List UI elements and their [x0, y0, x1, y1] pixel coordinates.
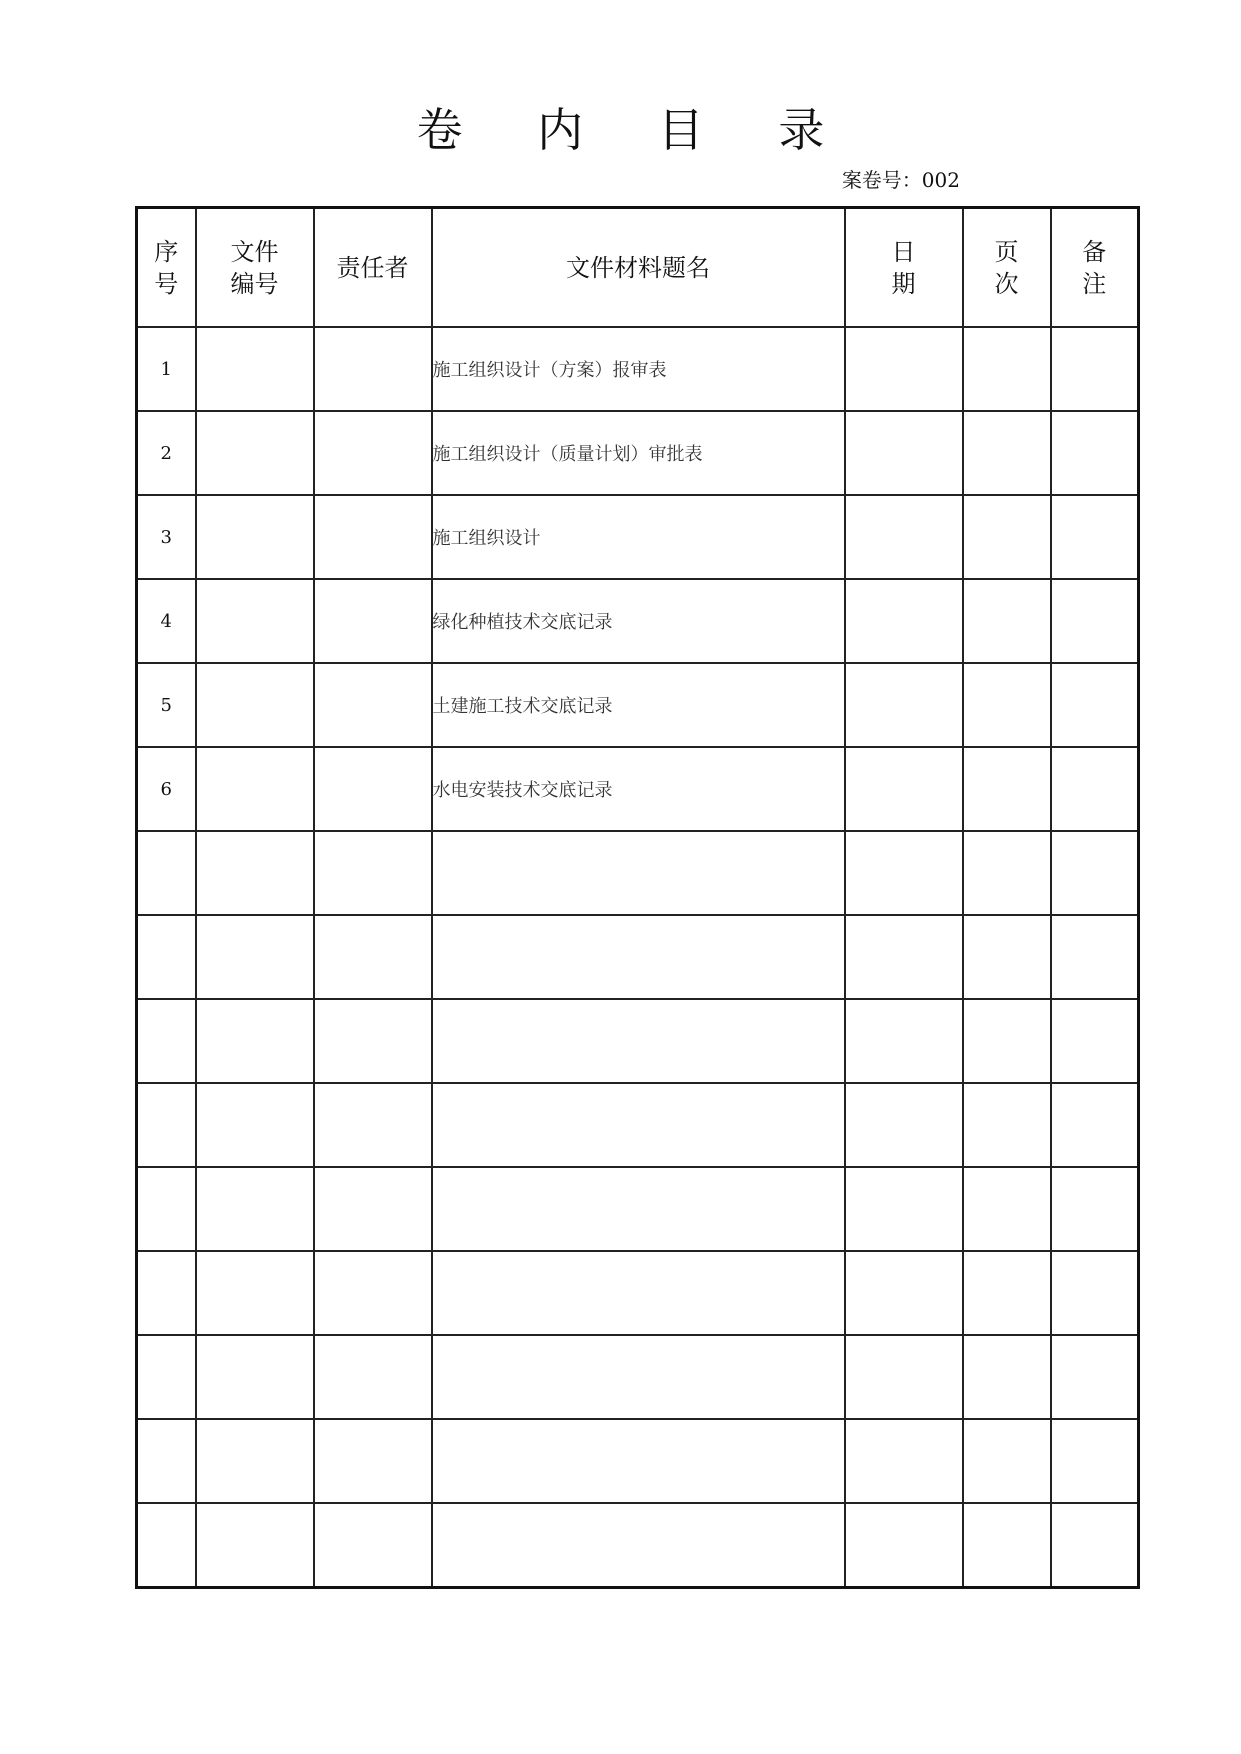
cell-file-no: [196, 1167, 314, 1251]
cell-file-title: [432, 831, 845, 915]
cell-responsible: [314, 1419, 432, 1503]
header-remarks-line-2: 注: [1082, 269, 1107, 298]
cell-responsible: [314, 411, 432, 495]
cell-responsible: [314, 831, 432, 915]
cell-file-title: [432, 1335, 845, 1419]
header-seq-line-1: 序: [154, 237, 179, 266]
volume-number: 案卷号：002: [841, 168, 960, 192]
cell-seq: 5: [137, 663, 196, 747]
cell-responsible: [314, 327, 432, 411]
cell-file-no: [196, 327, 314, 411]
cell-file-title: 施工组织设计: [432, 495, 845, 579]
cell-pages: [963, 1335, 1051, 1419]
cell-responsible: [314, 1167, 432, 1251]
cell-seq: [137, 915, 196, 999]
table-row: [137, 1503, 1139, 1588]
header-date-line-1: 日: [891, 237, 916, 266]
cell-remarks: [1051, 1251, 1139, 1335]
table-row: [137, 747, 1139, 831]
table-row: [137, 915, 1139, 999]
cell-file-title: [432, 1083, 845, 1167]
cell-date: [845, 831, 963, 915]
cell-remarks: [1051, 999, 1139, 1083]
cell-responsible: [314, 1251, 432, 1335]
header-date: [845, 208, 963, 328]
cell-remarks: [1051, 1083, 1139, 1167]
cell-responsible: [314, 495, 432, 579]
table-body: [137, 327, 1139, 1588]
cell-pages: [963, 915, 1051, 999]
cell-remarks: [1051, 915, 1139, 999]
cell-date: [845, 1083, 963, 1167]
header-remarks: [1051, 208, 1139, 328]
header-seq-line-2: 号: [154, 269, 179, 298]
table-row: [137, 1167, 1139, 1251]
cell-date: [845, 747, 963, 831]
cell-remarks: [1051, 747, 1139, 831]
table-row: [137, 579, 1139, 663]
header-file-title: [432, 208, 845, 328]
cell-responsible: [314, 1503, 432, 1588]
header-file-no: [196, 208, 314, 328]
cell-pages: [963, 1083, 1051, 1167]
header-remarks-line-1: 备: [1082, 237, 1107, 266]
cell-pages: [963, 579, 1051, 663]
header-pages: [963, 208, 1051, 328]
cell-file-title: [432, 1251, 845, 1335]
table-row: [137, 831, 1139, 915]
cell-date: [845, 1251, 963, 1335]
cell-responsible: [314, 999, 432, 1083]
cell-pages: [963, 663, 1051, 747]
cell-pages: [963, 831, 1051, 915]
cell-date: [845, 579, 963, 663]
table-row: [137, 1083, 1139, 1167]
cell-pages: [963, 1419, 1051, 1503]
header-pages-line-2: 次: [994, 269, 1019, 298]
cell-file-no: [196, 411, 314, 495]
cell-seq: 3: [137, 495, 196, 579]
cell-remarks: [1051, 1419, 1139, 1503]
cell-pages: [963, 411, 1051, 495]
cell-date: [845, 1335, 963, 1419]
table-row: [137, 1419, 1139, 1503]
cell-file-title: 施工组织设计（方案）报审表: [432, 327, 845, 411]
table-row: [137, 1251, 1139, 1335]
cell-pages: [963, 747, 1051, 831]
cell-file-title: 水电安装技术交底记录: [432, 747, 845, 831]
cell-date: [845, 1419, 963, 1503]
catalog-table: [135, 206, 1140, 1589]
cell-responsible: [314, 579, 432, 663]
cell-remarks: [1051, 1335, 1139, 1419]
cell-seq: [137, 999, 196, 1083]
cell-file-no: [196, 495, 314, 579]
cell-pages: [963, 1251, 1051, 1335]
cell-responsible: [314, 915, 432, 999]
page-title: 卷 内 目 录: [416, 103, 855, 157]
header-file-no-line-1: 文件: [230, 237, 279, 266]
cell-seq: [137, 1167, 196, 1251]
cell-file-no: [196, 1419, 314, 1503]
cell-seq: 1: [137, 327, 196, 411]
cell-remarks: [1051, 663, 1139, 747]
cell-seq: [137, 1251, 196, 1335]
cell-file-no: [196, 1083, 314, 1167]
cell-responsible: [314, 1083, 432, 1167]
header-responsible: [314, 208, 432, 328]
cell-seq: [137, 1335, 196, 1419]
cell-remarks: [1051, 1167, 1139, 1251]
cell-remarks: [1051, 495, 1139, 579]
cell-file-title: [432, 1167, 845, 1251]
table-header-row: [137, 208, 1139, 328]
cell-seq: [137, 1419, 196, 1503]
cell-remarks: [1051, 327, 1139, 411]
cell-date: [845, 663, 963, 747]
cell-pages: [963, 495, 1051, 579]
cell-date: [845, 999, 963, 1083]
cell-seq: [137, 1083, 196, 1167]
cell-file-no: [196, 1335, 314, 1419]
cell-remarks: [1051, 1503, 1139, 1588]
cell-date: [845, 495, 963, 579]
header-pages-line-1: 页: [994, 237, 1019, 266]
cell-pages: [963, 999, 1051, 1083]
cell-responsible: [314, 747, 432, 831]
cell-file-no: [196, 999, 314, 1083]
header-file-no-line-2: 编号: [230, 269, 279, 298]
cell-seq: 2: [137, 411, 196, 495]
header-date-line-2: 期: [891, 269, 916, 298]
cell-file-title: 施工组织设计（质量计划）审批表: [432, 411, 845, 495]
cell-date: [845, 915, 963, 999]
cell-date: [845, 327, 963, 411]
table-row: [137, 495, 1139, 579]
header-responsible-label: 责任者: [336, 253, 409, 282]
cell-file-no: [196, 1503, 314, 1588]
cell-date: [845, 1167, 963, 1251]
cell-pages: [963, 327, 1051, 411]
cell-remarks: [1051, 411, 1139, 495]
cell-remarks: [1051, 831, 1139, 915]
cell-file-no: [196, 663, 314, 747]
cell-file-no: [196, 747, 314, 831]
table-row: [137, 327, 1139, 411]
cell-remarks: [1051, 579, 1139, 663]
cell-file-title: 绿化种植技术交底记录: [432, 579, 845, 663]
table-row: [137, 663, 1139, 747]
cell-file-title: [432, 915, 845, 999]
cell-seq: [137, 1503, 196, 1588]
cell-responsible: [314, 663, 432, 747]
cell-file-no: [196, 915, 314, 999]
cell-date: [845, 411, 963, 495]
cell-file-no: [196, 579, 314, 663]
table-row: [137, 411, 1139, 495]
cell-responsible: [314, 1335, 432, 1419]
cell-seq: 6: [137, 747, 196, 831]
cell-file-title: [432, 1503, 845, 1588]
header-file-title-label: 文件材料题名: [566, 253, 710, 282]
cell-pages: [963, 1167, 1051, 1251]
cell-seq: 4: [137, 579, 196, 663]
cell-seq: [137, 831, 196, 915]
cell-pages: [963, 1503, 1051, 1588]
cell-file-no: [196, 1251, 314, 1335]
table-row: [137, 1335, 1139, 1419]
cell-file-title: 土建施工技术交底记录: [432, 663, 845, 747]
header-seq: [137, 208, 196, 328]
cell-file-no: [196, 831, 314, 915]
cell-file-title: [432, 999, 845, 1083]
table-row: [137, 999, 1139, 1083]
cell-file-title: [432, 1419, 845, 1503]
cell-date: [845, 1503, 963, 1588]
